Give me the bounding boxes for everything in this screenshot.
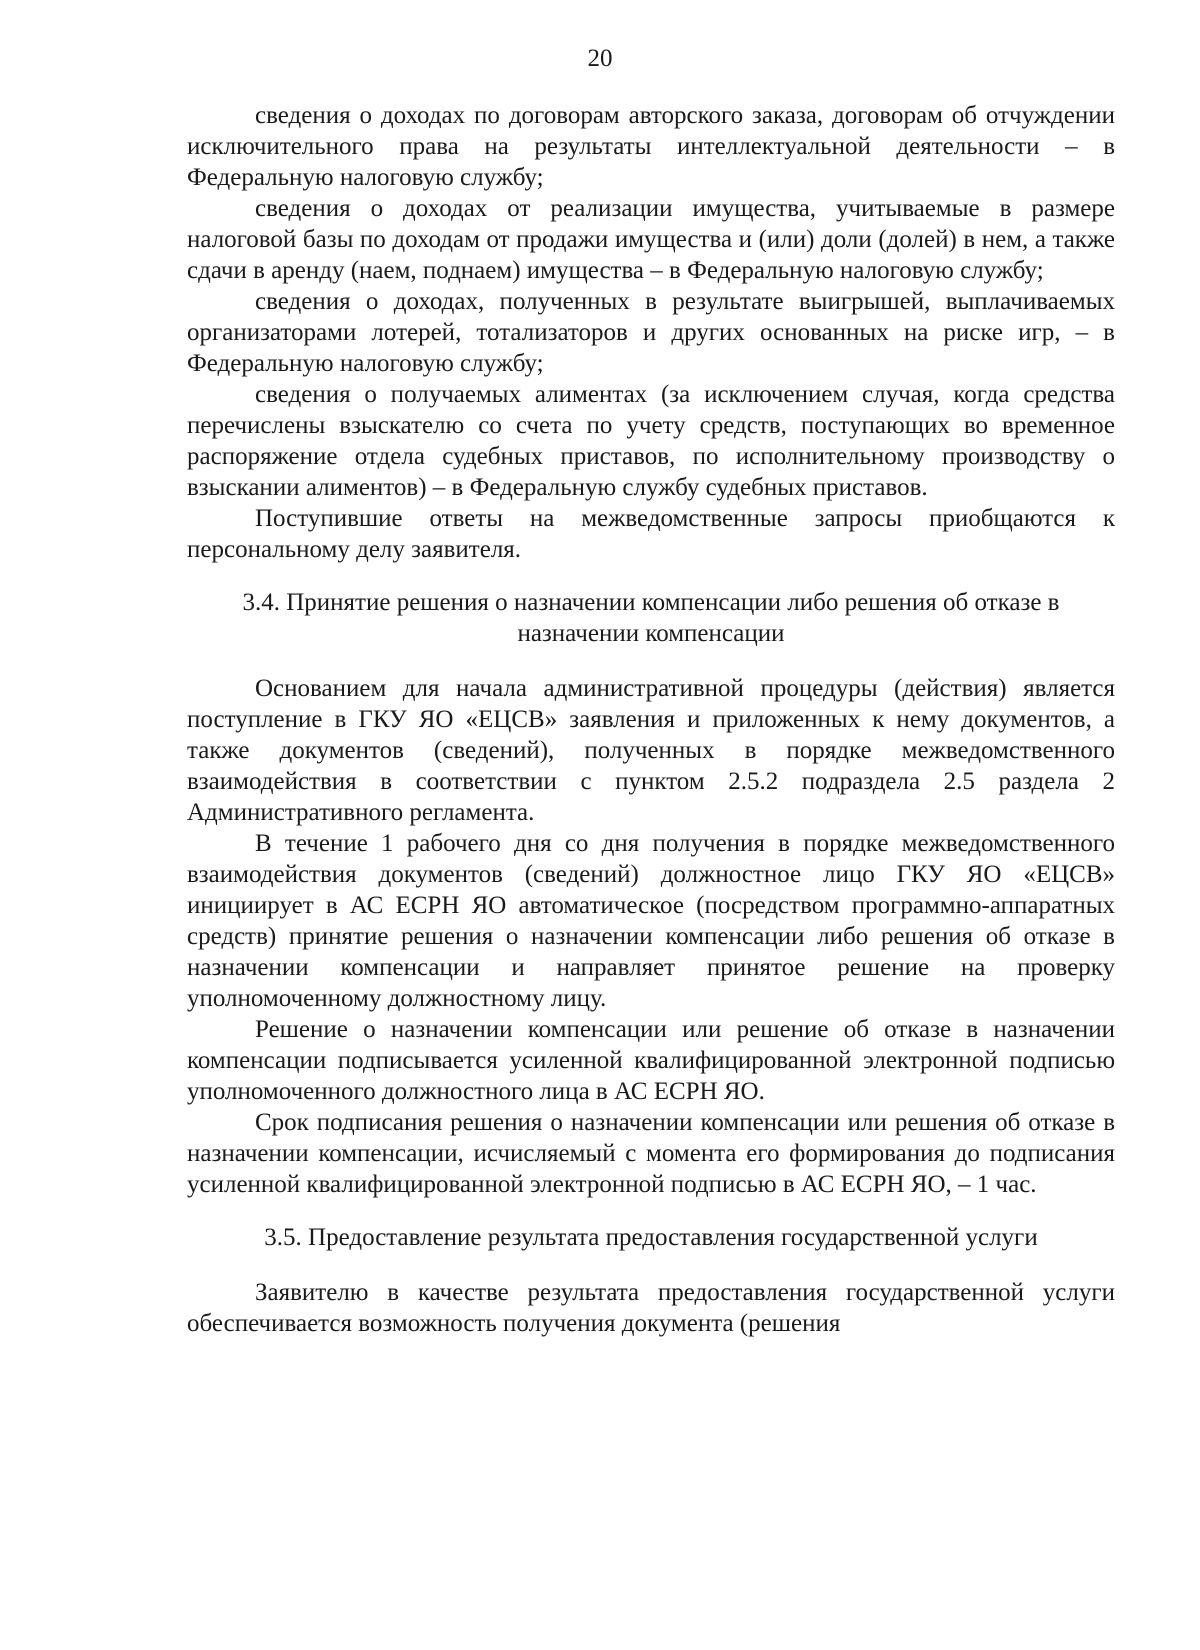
paragraph-decision-signing: Решение о назначении компенсации или решение об отказе в назначении компенсации подписывается усиленной квалифицированной электронной подписью уполномоченного должностного лица в АС ЕСРН ЯО.: [187, 1016, 1115, 1105]
section-heading-3-4: 3.4. Принятие решения о назначении компенсации либо решения об отказе в назначении компенсации: [242, 589, 1060, 647]
paragraph-author-contract-income: сведения о доходах по договорам авторского заказа, договорам об отчуждении исключительного права на результаты интеллектуальной деятельности – в Федеральную налоговую службу;: [187, 102, 1115, 191]
paragraph-one-working-day: В течение 1 рабочего дня со дня получения в порядке межведомственного взаимодействия документов (сведений) должностное лицо ГКУ ЯО «ЕЦСВ» инициирует в АС ЕСРН ЯО автоматическое (посредством программно-аппаратных средств) принятие решения о назначении компенсации либо решения об отказе в назначении компенсации и направляет принятое решение на проверку уполномоченному должностному лицу.: [187, 830, 1115, 1012]
document-body: [187, 100, 1115, 1339]
paragraph-property-sale-income: сведения о доходах от реализации имущества, учитываемые в размере налоговой базы по доходам от продажи имущества и (или) доли (долей) в нем, а также сдачи в аренду (наем, поднаем) имущества – в Федеральную налоговую службу;: [187, 195, 1115, 284]
paragraph-responses-attached: Поступившие ответы на межведомственные запросы приобщаются к персональному делу заявителя.: [187, 505, 1115, 563]
section-heading-3-5: 3.5. Предоставление результата предоставления государственной услуги: [264, 1224, 1038, 1251]
paragraph-procedure-basis: Основанием для начала административной процедуры (действия) является поступление в ГКУ ЯО «ЕЦСВ» заявления и приложенных к нему документов, а также документов (сведений), полученных в порядке межведомственного взаимодействия в соответствии с пунктом 2.5.2 подраздела 2.5 раздела 2 Административного регламента.: [187, 675, 1115, 826]
page-number: 20: [587, 45, 613, 72]
paragraph-signing-deadline: Срок подписания решения о назначении компенсации или решения об отказе в назначении компенсации, исчисляемый с момента его формирования до подписания усиленной квалифицированной электронной подписью в АС ЕСРН ЯО, – 1 час.: [187, 1109, 1115, 1198]
paragraph-alimony-income: сведения о получаемых алиментах (за исключением случая, когда средства перечислены взыскателю со счета по учету средств, поступающих во временное распоряжение отдела судебных приставов, по исполнительному производству о взыскании алиментов) – в Федеральную службу судебных приставов.: [187, 381, 1115, 501]
paragraph-result-provision: Заявителю в качестве результата предоставления государственной услуги обеспечивается возможность получения документа (решения: [187, 1279, 1115, 1337]
paragraph-lottery-winnings-income: сведения о доходах, полученных в результате выигрышей, выплачиваемых организаторами лотерей, тотализаторов и других основанных на риске игр, – в Федеральную налоговую службу;: [187, 288, 1115, 377]
